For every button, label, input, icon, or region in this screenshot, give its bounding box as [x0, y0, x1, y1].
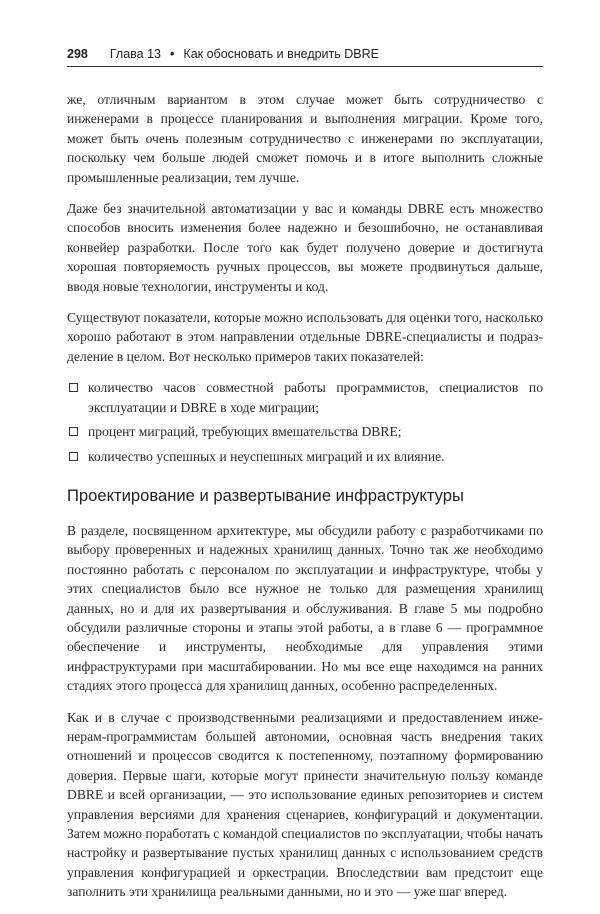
page-number: 298	[67, 47, 88, 61]
checkbox-bullet-icon	[69, 383, 78, 392]
chapter-label: Глава 13	[109, 47, 162, 61]
running-header	[67, 47, 543, 67]
paragraph: Существуют показатели, которые можно использовать для оценки того, насколько хорошо работают в этом направлении отдельные DBRE-специалисты и подразделение в целом. Вот несколько примеров таких показателей:	[67, 310, 543, 364]
list-item	[67, 447, 543, 466]
list-item-text: количество часов совместной работы программистов, специалистов по эксплуатации и DBRE в ходе миграции;	[88, 380, 543, 415]
header-separator: •	[170, 47, 175, 61]
book-page	[67, 47, 543, 914]
page-body	[67, 90, 543, 902]
metrics-list	[67, 378, 543, 466]
paragraph: Как и в случае с производственными реализациями и предоставлением инженерам-программистам большей автономии, основная часть внедрения таких отношений и процессов сводится к постепенному, поэтапному формированию доверия. Первые шаги, которые могут принести значительную пользу команде DBRE и всей организации, — это использование единых репозиториев и систем управления версиями для хранения сценариев, конфигураций и документации. Затем можно поработать с командой специалистов по эксплуатации, чтобы начать настройку и развертывание пустых хранилищ данных с использованием средств управления конфигурацией и оркестрации. Впоследствии вам предстоит еще заполнить эти хранилища реальными данными, но и это — уже шаг вперед.	[67, 709, 543, 900]
list-item-text: процент миграций, требующих вмешательства DBRE;	[88, 424, 402, 440]
list-item	[67, 378, 543, 417]
list-item	[67, 422, 543, 441]
checkbox-bullet-icon	[69, 427, 78, 436]
chapter-title: Как обосновать и внедрить DBRE	[183, 47, 379, 61]
checkbox-bullet-icon	[69, 452, 78, 461]
list-item-text: количество успешных и неуспешных миграций и их влияние.	[88, 448, 445, 464]
paragraph: же, отличным вариантом в этом случае может быть сотрудничество с инженерами в процессе планирования и выполнения миграции. Кроме того, может быть очень полезным сотрудничество с инженерами по эксплуатации, поскольку чем больше людей сможет помочь и в итоге выполнить сложные промышленные реализации, тем лучше.	[67, 92, 543, 185]
section-heading: Проектирование и развертывание инфраструктуры	[67, 485, 464, 505]
paragraph: В разделе, посвященном архитектуре, мы обсудили работу с разработчиками по выбору проверенных и надежных хранилищ данных. Точно так же необходимо постоянно работать с персоналом по эксплуатации и инфраструктуре, чтобы у этих специалистов было все нужное не только для размещения хранилищ данных, но и для их развертывания и обслуживания. В главе 5 мы подробно обсудили различные стороны и этапы этой работы, а в главе 6 — программное обеспечение и инструменты, необходимые для управления этими инфраструктурами при масштабировании. Но мы все еще находимся на ранних стадиях этого процесса для хранилищ данных, особенно распределенных.	[67, 522, 543, 694]
paragraph: Даже без значительной автоматизации у вас и команды DBRE есть множество способов вносить изменения более надежно и безошибочно, не останавливая конвейер разработки. После того как будет получено доверие и достигнута хорошая повторяемость ручных процессов, вы можете продвинуться дальше, вводя новые технологии, инструменты и код.	[67, 201, 543, 294]
